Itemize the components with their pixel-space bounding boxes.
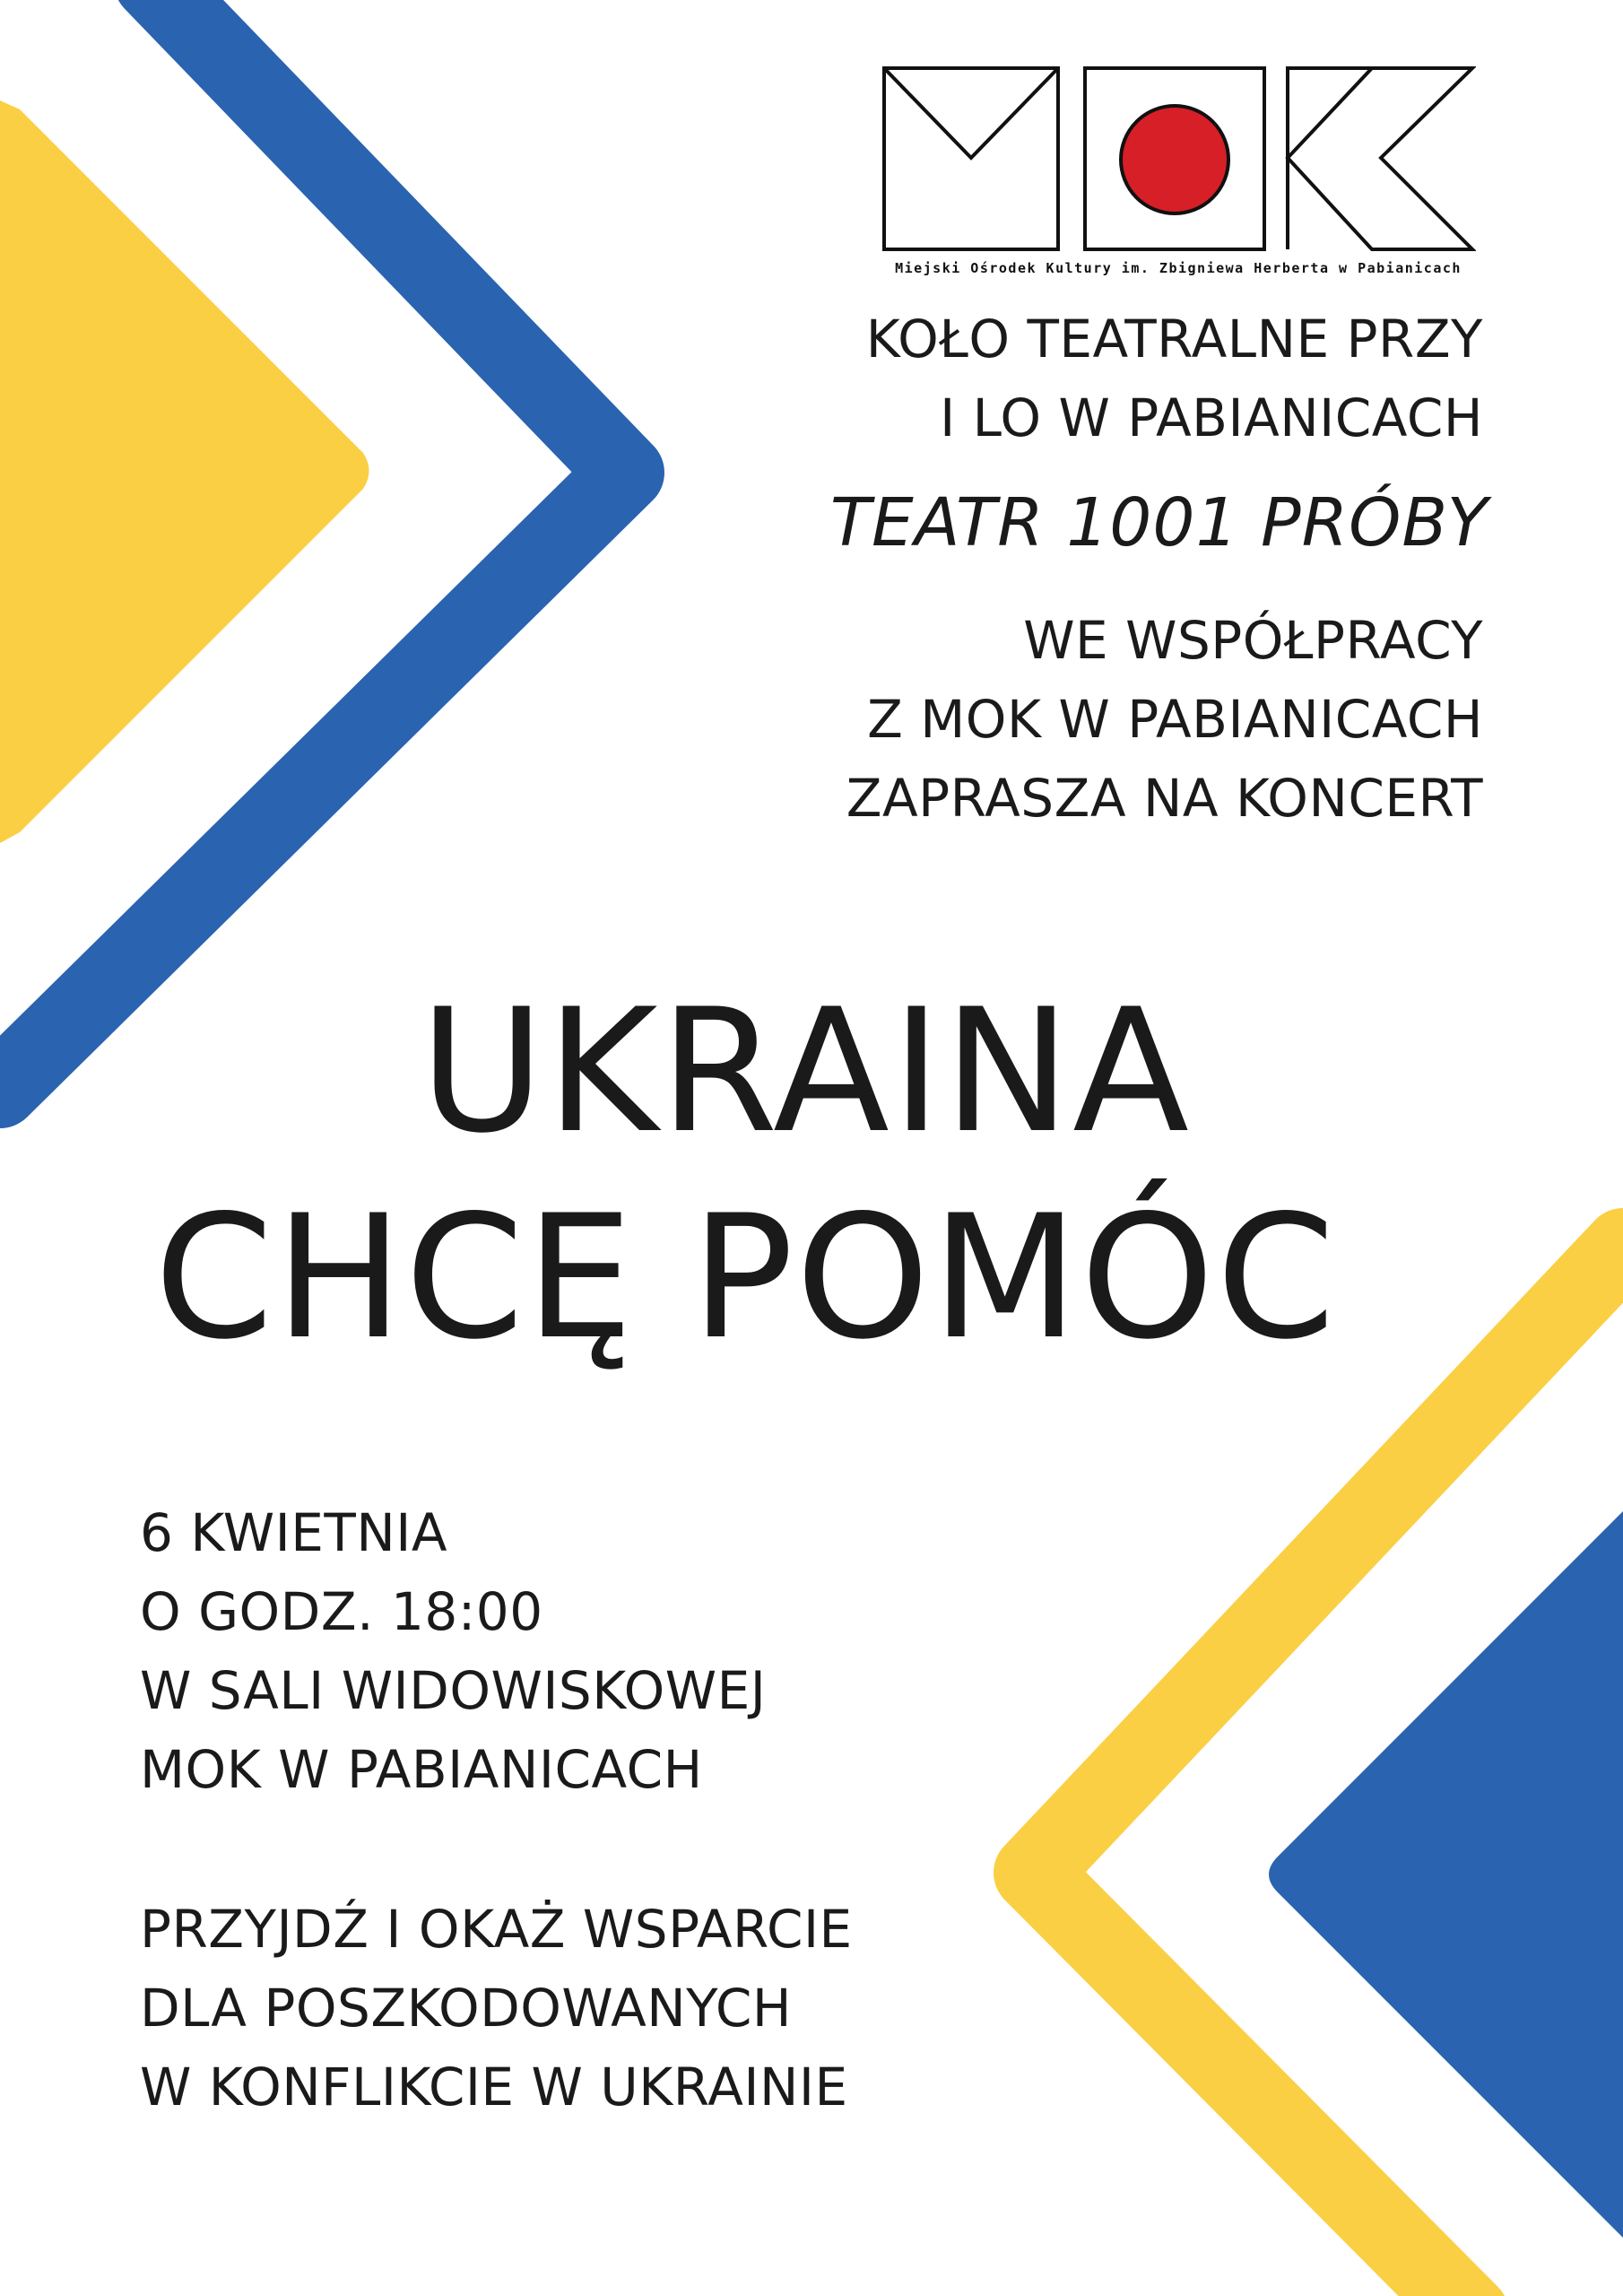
intro-line-1: KOŁO TEATRALNE PRZY [865, 309, 1483, 370]
cta-line-1: PRZYJDŹ I OKAŻ WSPARCIE [140, 1899, 853, 1960]
collab-line-3: ZAPRASZA NA KONCERT [846, 768, 1483, 829]
event-venue-line-1: W SALI WIDOWISKOWEJ [140, 1660, 767, 1721]
mok-logo [881, 65, 1476, 280]
cta-line-3: W KONFLIKCIE W UKRAINIE [140, 2057, 848, 2118]
collab-line-1: WE WSPÓŁPRACY [1023, 610, 1483, 671]
event-venue-line-2: MOK W PABIANICACH [140, 1739, 703, 1800]
logo-red-dot [1121, 106, 1228, 213]
troupe-name: TEATR 1001 PRÓBY [829, 484, 1488, 561]
collab-line-2: Z MOK W PABIANICACH [867, 689, 1483, 750]
intro-line-2: I LO W PABIANICACH [940, 387, 1483, 448]
cta-line-2: DLA POSZKODOWANYCH [140, 1978, 793, 2039]
headline-line-1: UKRAINA [420, 972, 1192, 1170]
event-date: 6 KWIETNIA [140, 1502, 448, 1563]
event-time: O GODZ. 18:00 [140, 1581, 543, 1642]
logo-caption: Miejski Ośrodek Kultury im. Zbigniewa Herberta w Pabianicach [895, 260, 1462, 276]
headline-line-2: CHCĘ POMÓC [154, 1178, 1337, 1377]
